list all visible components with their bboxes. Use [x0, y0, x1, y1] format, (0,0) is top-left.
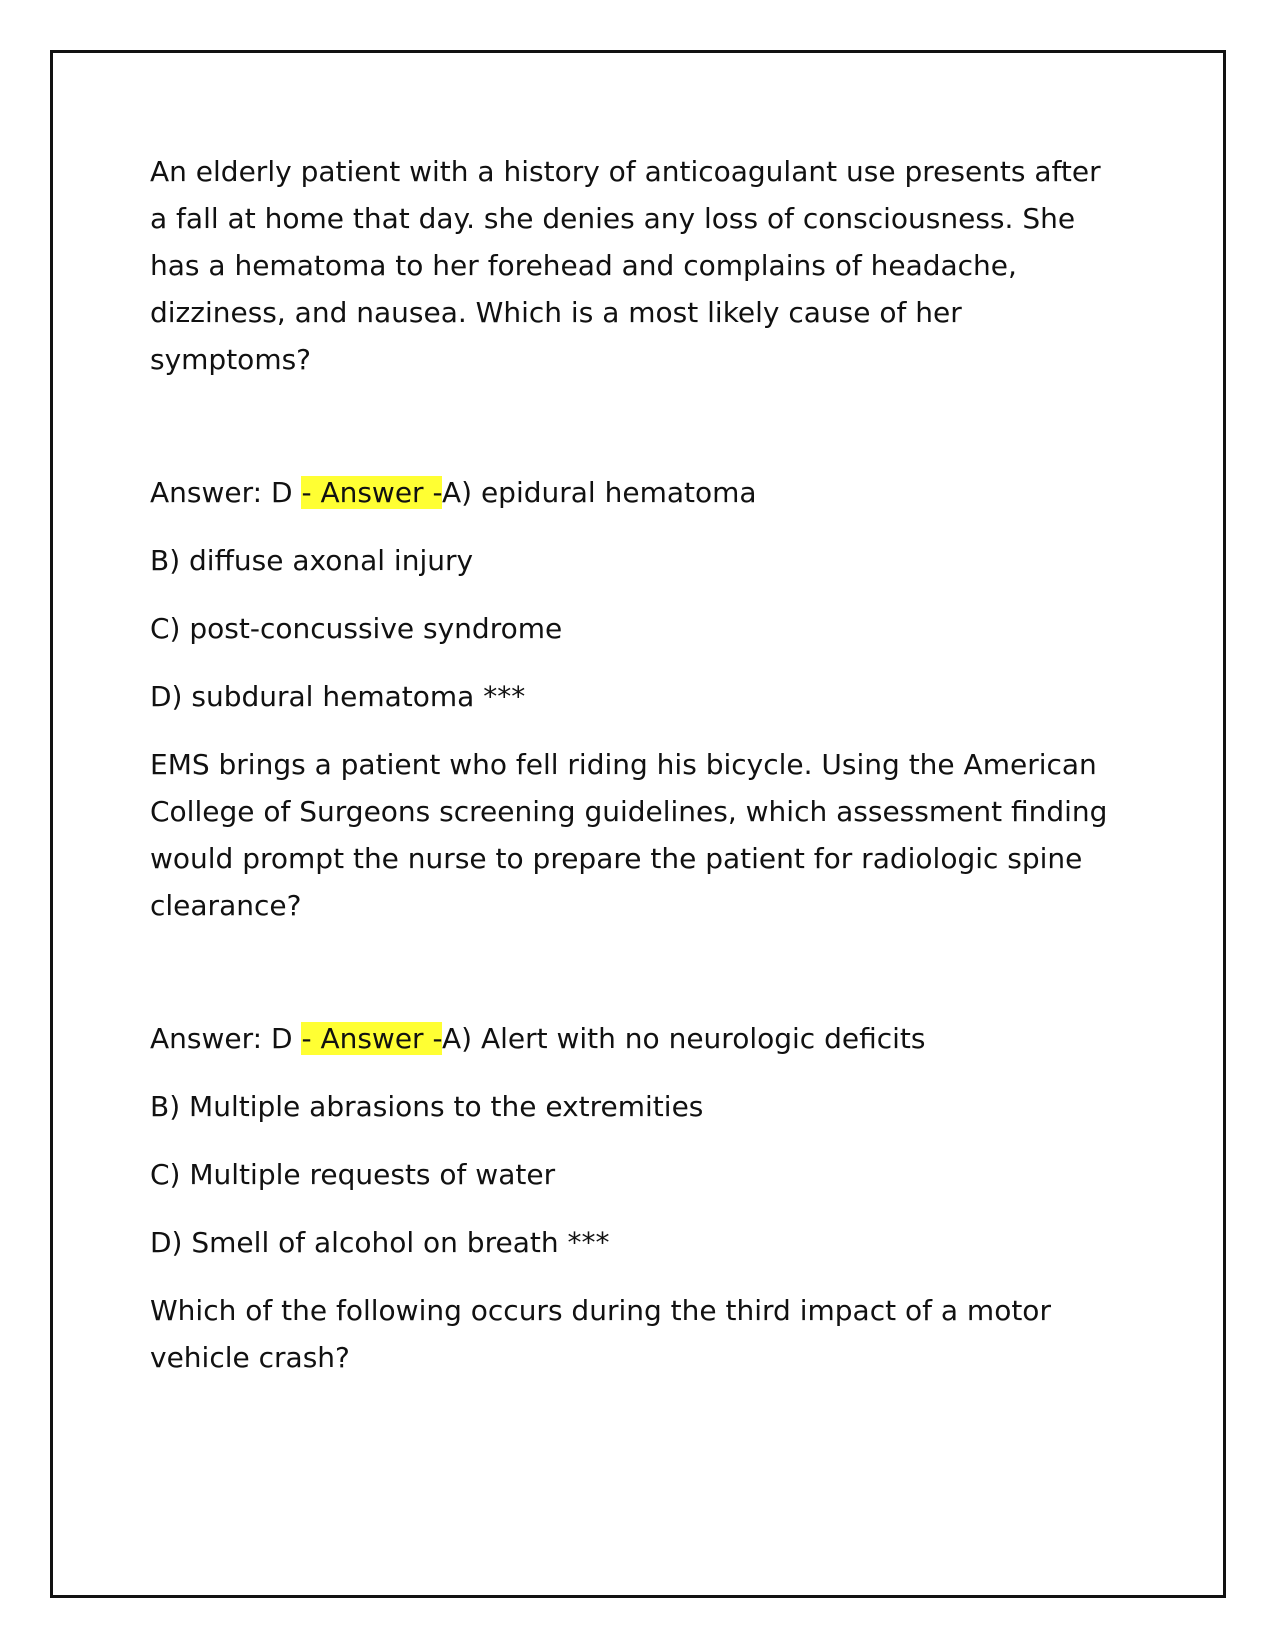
answer-1-option-a: A) epidural hematoma — [441, 476, 757, 509]
answer-2-option-d: D) Smell of alcohol on breath *** — [150, 1226, 610, 1259]
answer-2-option-a: A) Alert with no neurologic deficits — [441, 1022, 926, 1055]
document-content — [150, 148, 1110, 1381]
question-2-text: EMS brings a patient who fell riding his bicycle. Using the American College of Surgeons screening guidelines, which assessment finding would prompt the nurse to prepare the patient for radiologic spine clearance? — [150, 748, 1108, 922]
answer-1-option-c: C) post-concussive syndrome — [150, 612, 563, 645]
question-3-text: Which of the following occurs during the third impact of a motor vehicle crash? — [150, 1294, 1051, 1374]
answer-1-prefix: Answer: D — [150, 476, 302, 509]
answer-2-highlight: - Answer - — [301, 1022, 442, 1055]
answer-1-line — [150, 469, 1110, 516]
answer-1-option-b: B) diffuse axonal injury — [150, 544, 474, 577]
answer-1-highlight: - Answer - — [301, 476, 442, 509]
answer-2-option-c: C) Multiple requests of water — [150, 1158, 556, 1191]
answer-2-line — [150, 1015, 1110, 1062]
question-1-text: An elderly patient with a history of anticoagulant use presents after a fall at home that day. she denies any loss of consciousness. She has a hematoma to her forehead and complains of headache, dizziness, and nausea. Which is a most likely cause of her symptoms? — [150, 155, 1101, 376]
answer-2-option-b: B) Multiple abrasions to the extremities — [150, 1090, 704, 1123]
answer-2-prefix: Answer: D — [150, 1022, 302, 1055]
answer-1-option-d: D) subdural hematoma *** — [150, 680, 526, 713]
